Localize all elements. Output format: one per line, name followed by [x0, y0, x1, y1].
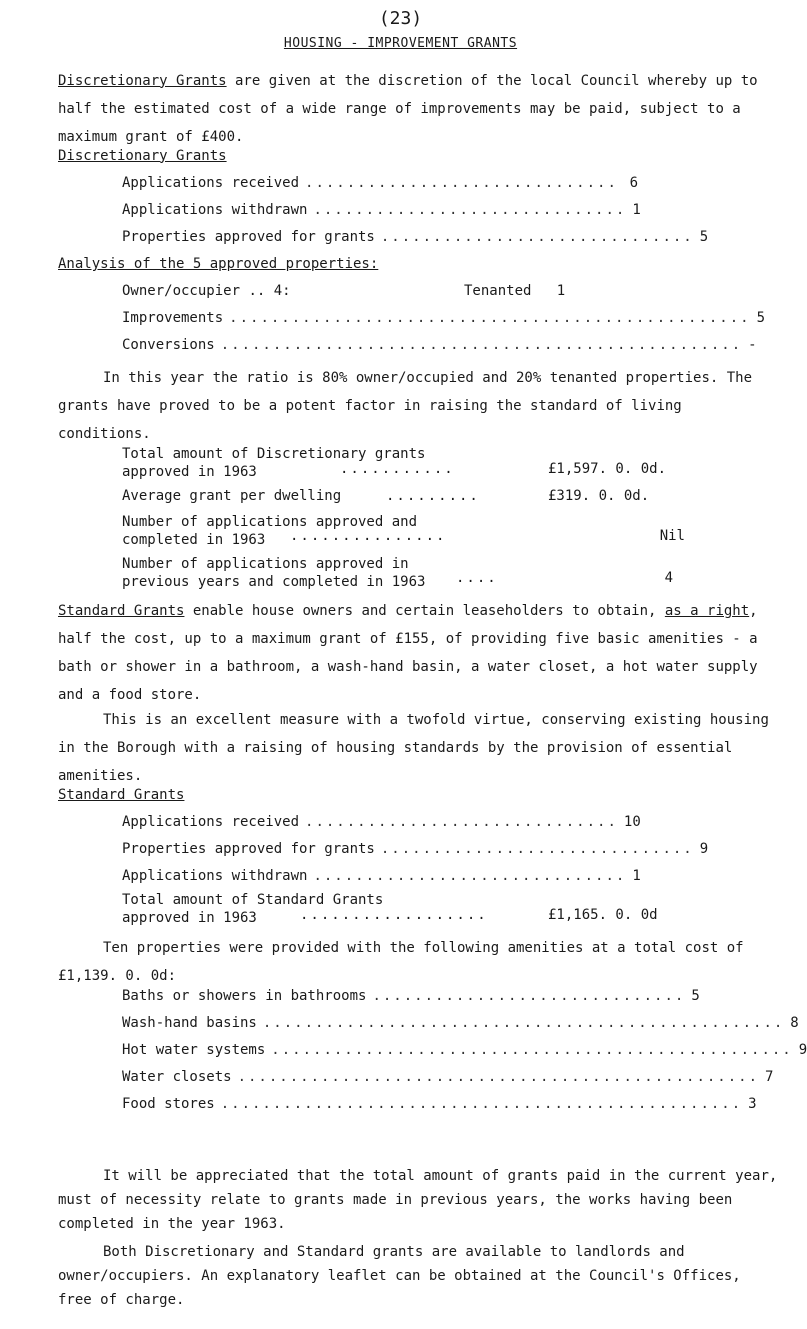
- leader-dots: ..................: [300, 906, 488, 923]
- leader-dots: ..................................................: [237, 1068, 760, 1085]
- owner-occupier-label: Owner/occupier: [122, 283, 241, 300]
- amenity-label: Baths or showers in bathrooms: [122, 987, 367, 1004]
- total-label-line-2: approved in 1963: [122, 464, 257, 481]
- standard-intro-text-b: , half the cost, up to a maximum grant of £155, of providing five basic amenities - a bath or shower in a bathroom, a wash-hand basin, a water closet, a hot water supply and a food store.: [58, 603, 758, 704]
- standard-stats-heading: Standard Grants: [58, 786, 185, 803]
- previous-value: 4: [664, 570, 673, 587]
- amenity-value: 8: [790, 1014, 799, 1031]
- list-item: [122, 1095, 757, 1112]
- leader-dots: .........: [386, 487, 480, 504]
- closing-paragraph-2: Both Discretionary and Standard grants are available to landlords and owner/occupiers. An explanatory leaflet can be obtained at the Council's Offices, free of charge.: [58, 1244, 741, 1308]
- stat-label: Applications withdrawn: [122, 201, 308, 218]
- previous-label-line-2: previous years and completed in 1963: [122, 574, 426, 591]
- amenity-value: 3: [748, 1095, 757, 1112]
- analysis-label: Conversions: [122, 337, 215, 354]
- standard-total-label-line-1: Total amount of Standard Grants: [122, 892, 384, 909]
- stat-value: 9: [699, 840, 709, 857]
- stat-label: Applications received: [122, 174, 300, 191]
- completed-label-line-2: completed in 1963: [122, 531, 266, 548]
- list-item: [122, 1041, 807, 1058]
- closing-paragraph-1: It will be appreciated that the total amount of grants paid in the current year, must of necessity relate to grants made in previous years, the works having been completed in the year 1963.: [58, 1168, 778, 1232]
- leader-dots: ..............................: [305, 813, 618, 830]
- standard-intro-paragraph: [58, 597, 780, 709]
- stat-value: 10: [623, 813, 641, 830]
- as-of-right: as a right: [664, 603, 750, 620]
- analysis-value: 5: [756, 310, 766, 327]
- stat-value: 5: [699, 229, 709, 245]
- stat-value: 1: [632, 867, 641, 884]
- leader-dots: ..................................................: [271, 1041, 793, 1058]
- stat-label: Applications received: [122, 813, 300, 830]
- list-item: [122, 229, 709, 245]
- amenity-value: 5: [691, 987, 700, 1004]
- average-grant-label: Average grant per dwelling: [122, 487, 342, 504]
- list-item: [122, 987, 700, 1004]
- page-number: (23): [378, 8, 423, 29]
- leader-dots: ...........: [340, 460, 455, 477]
- list-item: [122, 840, 709, 857]
- amenities-intro: Ten properties were provided with the following amenities at a total cost of £1,139. 0. 0d:: [58, 939, 744, 984]
- standard-total-value: £1,165. 0. 0d: [548, 906, 658, 923]
- tenanted-label: Tenanted: [464, 283, 532, 300]
- standard-total-label-line-2: approved in 1963: [122, 910, 257, 927]
- stat-value: 1: [632, 201, 641, 218]
- leader-dots: ..................................................: [262, 1014, 785, 1031]
- list-item: [122, 868, 640, 884]
- leader-dots: ...............: [290, 528, 447, 545]
- leader-dots: ....: [456, 570, 498, 587]
- leader-dots: ..................................................: [229, 310, 751, 327]
- list-item: [122, 1068, 774, 1085]
- tenanted-value: 1: [556, 283, 566, 300]
- analysis-label: Improvements: [122, 310, 224, 327]
- stat-value: 6: [629, 174, 638, 191]
- stat-label: Properties approved for grants: [122, 229, 375, 245]
- amenity-value: 9: [798, 1041, 807, 1058]
- leader-dots: ..............................: [380, 229, 694, 245]
- owner-occupier-row: Owner/occupier .. 4:: [122, 283, 291, 300]
- completed-label-line-1: Number of applications approved and: [122, 513, 418, 530]
- list-item: [122, 337, 757, 354]
- tenanted-row: [464, 283, 565, 299]
- standard-intro-text-a: enable house owners and certain leaseholders to obtain,: [184, 603, 665, 620]
- page-title: HOUSING - IMPROVEMENT GRANTS: [283, 36, 518, 51]
- amenity-label: Water closets: [122, 1068, 232, 1085]
- analysis-heading: Analysis of the 5 approved properties:: [58, 256, 379, 273]
- measure-paragraph: This is an excellent measure with a twofold virtue, conserving existing housing in the Borough with a raising of housing standards by the provision of essential amenities.: [58, 711, 769, 784]
- discretionary-stats-heading: Discretionary Grants: [58, 147, 227, 164]
- total-label-line-1: Total amount of Discretionary grants: [122, 446, 426, 463]
- analysis-value: -: [748, 337, 757, 354]
- stat-label: Properties approved for grants: [122, 840, 375, 857]
- leader-dots: ..............................: [305, 174, 618, 191]
- list-item: [122, 201, 641, 218]
- list-item: [122, 814, 640, 830]
- previous-label: [122, 555, 425, 591]
- previous-label-line-1: Number of applications approved in: [122, 556, 409, 573]
- amenity-value: 7: [765, 1068, 774, 1085]
- discretionary-intro-heading: Discretionary Grants: [58, 72, 227, 89]
- total-amount-value: £1,597. 0. 0d.: [548, 460, 667, 477]
- stat-label: Applications withdrawn: [122, 867, 308, 884]
- leader-dots: ..................................................: [220, 337, 743, 354]
- amenity-label: Wash-hand basins: [122, 1014, 257, 1031]
- average-grant-value: £319. 0. 0d.: [548, 487, 650, 504]
- discretionary-intro-text: are given at the discretion of the local Council whereby up to half the estimated cost of a wide range of improvements may be paid, subject to a maximum grant of £400.: [58, 72, 758, 145]
- leader-dots: ..............................: [313, 867, 627, 884]
- amenity-label: Food stores: [122, 1095, 215, 1112]
- list-item: [122, 310, 766, 327]
- owner-occupier-value: 4:: [273, 283, 291, 300]
- list-item: [122, 175, 638, 191]
- completed-value: Nil: [659, 528, 685, 545]
- discretionary-intro-paragraph: [58, 67, 780, 151]
- list-item: [122, 1014, 799, 1031]
- leader-dots: ..............................: [372, 987, 686, 1004]
- leader-dots: ..................................................: [220, 1095, 743, 1112]
- leader-dots: ..............................: [380, 840, 694, 857]
- ratio-paragraph: In this year the ratio is 80% owner/occupied and 20% tenanted properties. The grants have proved to be a potent factor in raising the standard of living conditions.: [58, 370, 753, 443]
- standard-intro-heading: Standard Grants: [58, 603, 185, 620]
- leader-dots: ..............................: [313, 201, 627, 218]
- amenity-label: Hot water systems: [122, 1041, 266, 1058]
